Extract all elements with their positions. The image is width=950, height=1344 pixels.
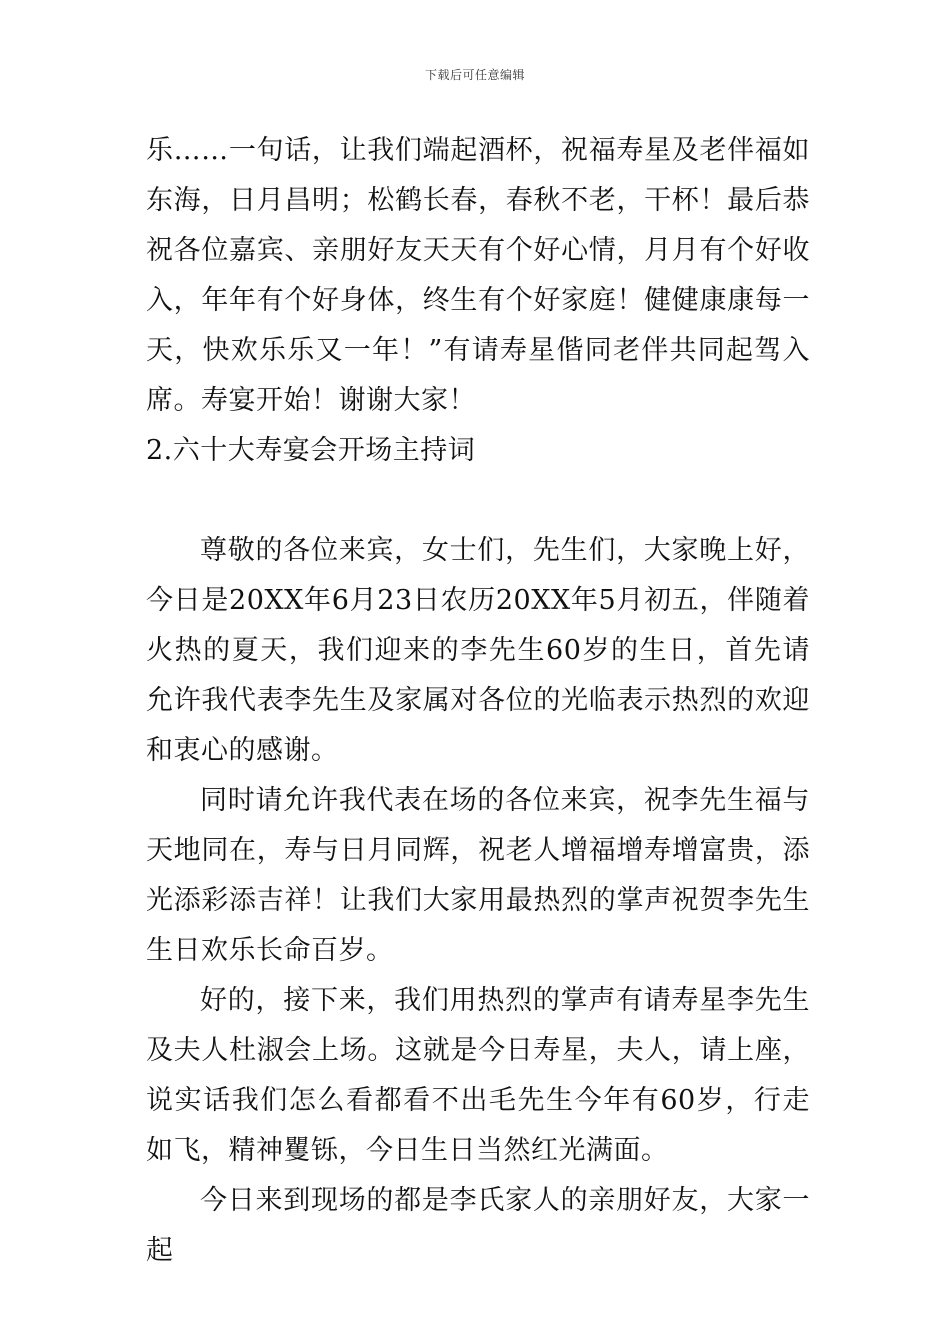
paragraph-continuation: 乐……一句话，让我们端起酒杯，祝福寿星及老伴福如东海，日月昌明；松鹤长春，春秋不老，干杯！最后恭祝各位嘉宾、亲朋好友天天有个好心情，月月有个好收入，年年有个好身体，终生有个好家庭！健健康康每一天，快欢乐乐又一年！”有请寿星偕同老伴共同起驾入席。寿宴开始！谢谢大家！ [146, 135, 810, 416]
section-title: 2.六十大寿宴会开场主持词 [146, 435, 476, 466]
paragraph-greeting: 尊敬的各位来宾，女士们，先生们，大家晚上好，今日是20XX年6月23日农历20XX年5月初五，伴随着火热的夏天，我们迎来的李先生60岁的生日，首先请允许我代表李先生及家属对各位的光临表示热烈的欢迎和衷心的感谢。 [146, 535, 810, 766]
blank-line [146, 476, 810, 526]
document-body [146, 126, 810, 1276]
page-header-note: 下载后可任意编辑 [424, 68, 525, 82]
paragraph-introduction: 好的，接下来，我们用热烈的掌声有请寿星李先生及夫人杜淑会上场。这就是今日寿星，夫人，请上座，说实话我们怎么看都看不出毛先生今年有60岁，行走如飞，精神矍铄，今日生日当然红光满面。 [146, 985, 810, 1166]
paragraph-guests: 今日来到现场的都是李氏家人的亲朋好友，大家一起 [146, 1185, 810, 1266]
paragraph-blessing: 同时请允许我代表在场的各位来宾，祝李先生福与天地同在，寿与日月同辉，祝老人增福增寿增富贵，添光添彩添吉祥！让我们大家用最热烈的掌声祝贺李先生生日欢乐长命百岁。 [146, 785, 810, 966]
